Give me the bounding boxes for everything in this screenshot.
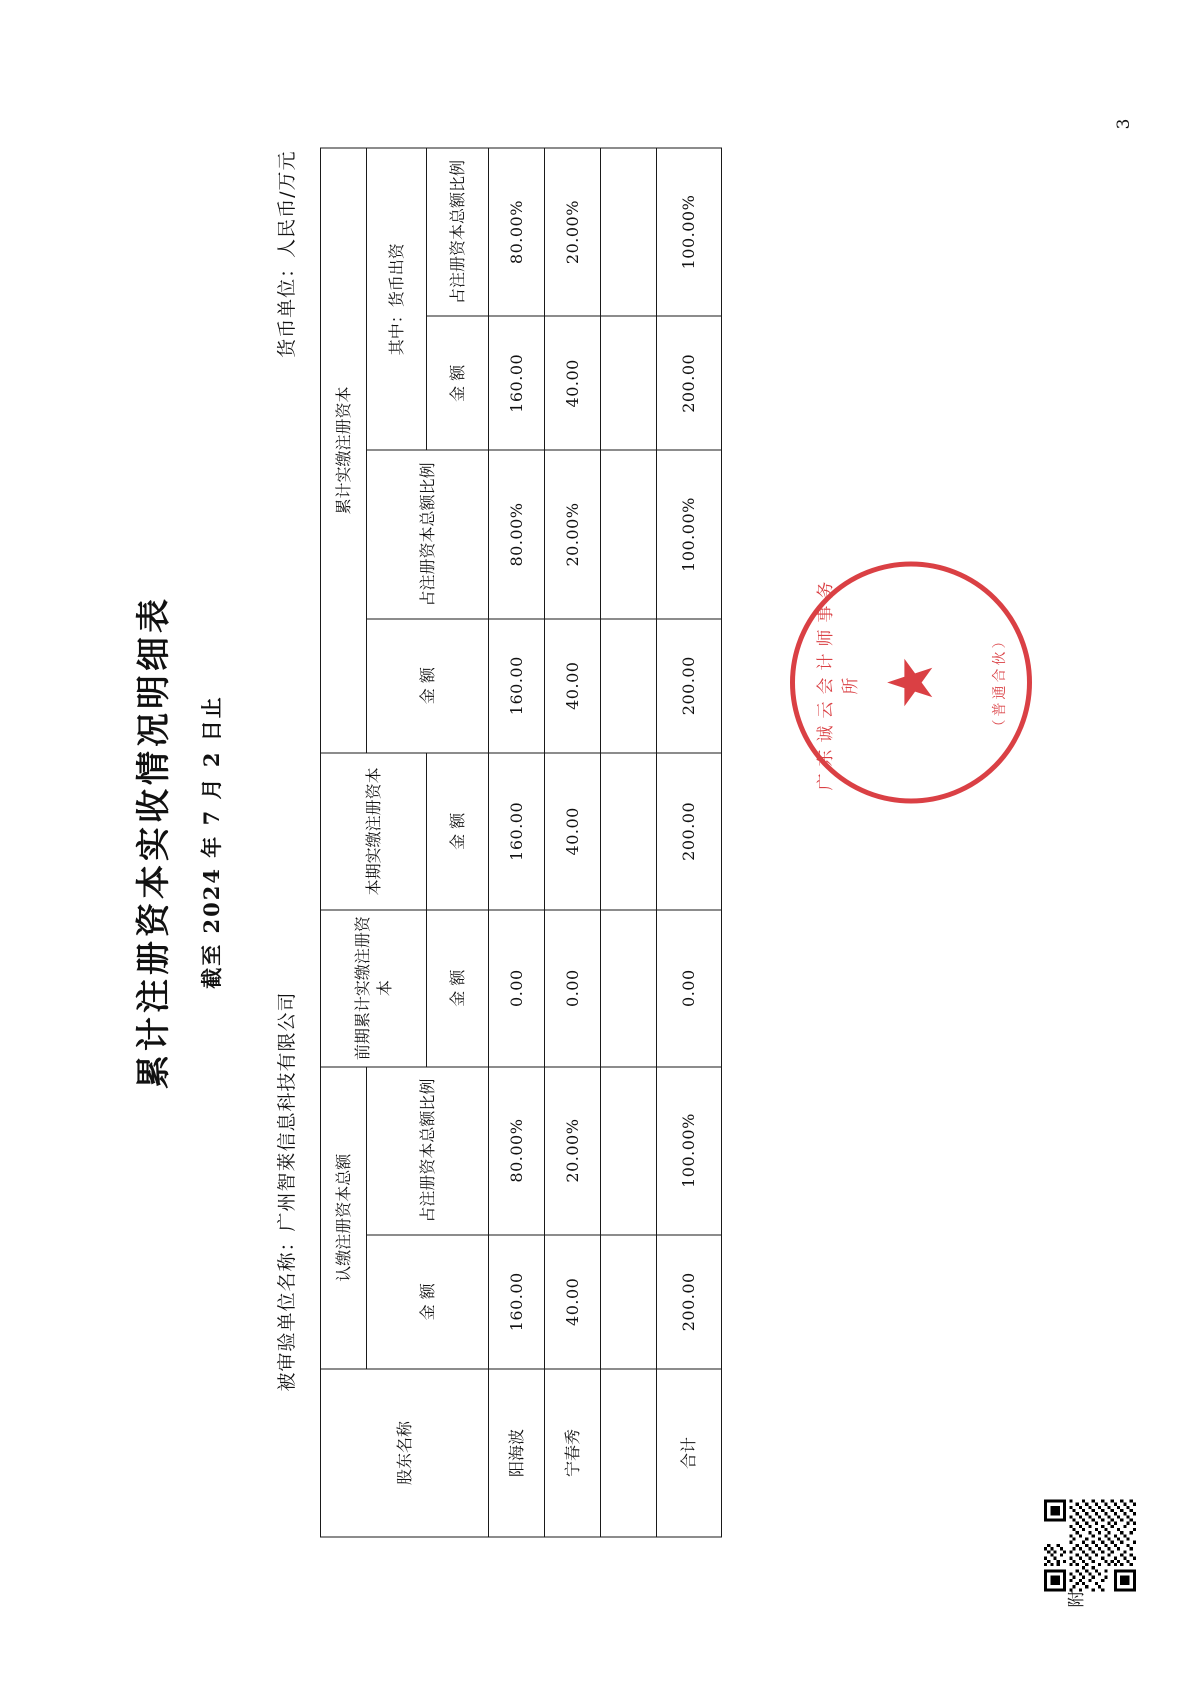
row-prior-amount: 0.00	[489, 909, 545, 1066]
entity-name-label: 被审验单位名称：广州智萊信息科技有限公司	[276, 990, 298, 1391]
header-cash-ratio: 占注册资本总额比例	[427, 148, 489, 316]
row-shareholder-name	[601, 1368, 657, 1536]
header-prior-paid: 前期累计实缴注册资本	[321, 909, 427, 1066]
row-cash-amount: 40.00	[545, 316, 601, 450]
row-shareholder-name: 阳海波	[489, 1368, 545, 1536]
table-total-row	[657, 148, 722, 1537]
row-prior-amount: 0.00	[545, 909, 601, 1066]
total-cash-ratio: 100.00%	[657, 148, 722, 316]
capital-table-wrapper	[320, 147, 722, 1537]
total-current-amount: 200.00	[657, 752, 722, 909]
row-current-amount	[601, 752, 657, 909]
row-shareholder-name: 宁春秀	[545, 1368, 601, 1536]
row-prior-amount	[601, 909, 657, 1066]
seal-bottom-text: （普通合伙）	[992, 631, 1008, 733]
header-current-amount: 金 额	[427, 752, 489, 909]
seal-top-text: 广东诚云会计师事务所	[816, 574, 861, 790]
row-cash-ratio: 80.00%	[489, 148, 545, 316]
header-shareholder: 股东名称	[321, 1368, 489, 1536]
header-cash-amount: 金 额	[427, 316, 489, 450]
table-row	[545, 148, 601, 1537]
page-number: 3	[1114, 118, 1134, 129]
header-subscribed: 认缴注册资本总额	[321, 1066, 367, 1368]
header-prior-amount: 金 额	[427, 909, 489, 1066]
total-cumulative-ratio: 100.00%	[657, 450, 722, 618]
row-cash-ratio	[601, 148, 657, 316]
seal-star-icon: ★	[874, 654, 947, 710]
header-subscribed-amount: 金 额	[367, 1234, 489, 1368]
total-label: 合计	[657, 1368, 722, 1536]
header-cumulative-paid: 累计实缴注册资本	[321, 148, 367, 753]
row-cumulative-amount	[601, 618, 657, 752]
header-current-paid: 本期实缴注册资本	[321, 752, 427, 909]
row-current-amount: 40.00	[545, 752, 601, 909]
page-subtitle: 截至 2024 年 7 月 2 日止	[199, 694, 224, 989]
header-of-which-cash: 其中：货币出资	[367, 148, 427, 451]
page-title: 累计注册资本实收情况明细表	[134, 594, 174, 1089]
row-cash-amount	[601, 316, 657, 450]
row-subscribed-amount: 40.00	[545, 1234, 601, 1368]
header-subscribed-ratio: 占注册资本总额比例	[367, 1066, 489, 1234]
row-subscribed-amount	[601, 1234, 657, 1368]
row-cash-ratio: 20.00%	[545, 148, 601, 316]
row-cumulative-ratio	[601, 450, 657, 618]
qr-code	[1044, 1499, 1136, 1591]
company-seal-stamp	[790, 561, 1032, 803]
total-prior-amount: 0.00	[657, 909, 722, 1066]
row-cumulative-ratio: 80.00%	[489, 450, 545, 618]
row-cumulative-amount: 40.00	[545, 618, 601, 752]
row-cash-amount: 160.00	[489, 316, 545, 450]
table-row	[601, 148, 657, 1537]
total-cash-amount: 200.00	[657, 316, 722, 450]
row-current-amount: 160.00	[489, 752, 545, 909]
header-cumulative-amount: 金 额	[367, 618, 489, 752]
total-subscribed-ratio: 100.00%	[657, 1066, 722, 1234]
header-cumulative-ratio: 占注册资本总额比例	[367, 450, 489, 618]
currency-unit-label: 货币单位：人民币/万元	[276, 150, 298, 358]
total-subscribed-amount: 200.00	[657, 1234, 722, 1368]
table-row	[489, 148, 545, 1537]
row-subscribed-ratio	[601, 1066, 657, 1234]
row-cumulative-amount: 160.00	[489, 618, 545, 752]
row-subscribed-ratio: 20.00%	[545, 1066, 601, 1234]
table-header-row-1	[321, 148, 367, 1537]
row-cumulative-ratio: 20.00%	[545, 450, 601, 618]
capital-detail-table	[320, 147, 722, 1537]
total-cumulative-amount: 200.00	[657, 618, 722, 752]
row-subscribed-ratio: 80.00%	[489, 1066, 545, 1234]
row-subscribed-amount: 160.00	[489, 1234, 545, 1368]
